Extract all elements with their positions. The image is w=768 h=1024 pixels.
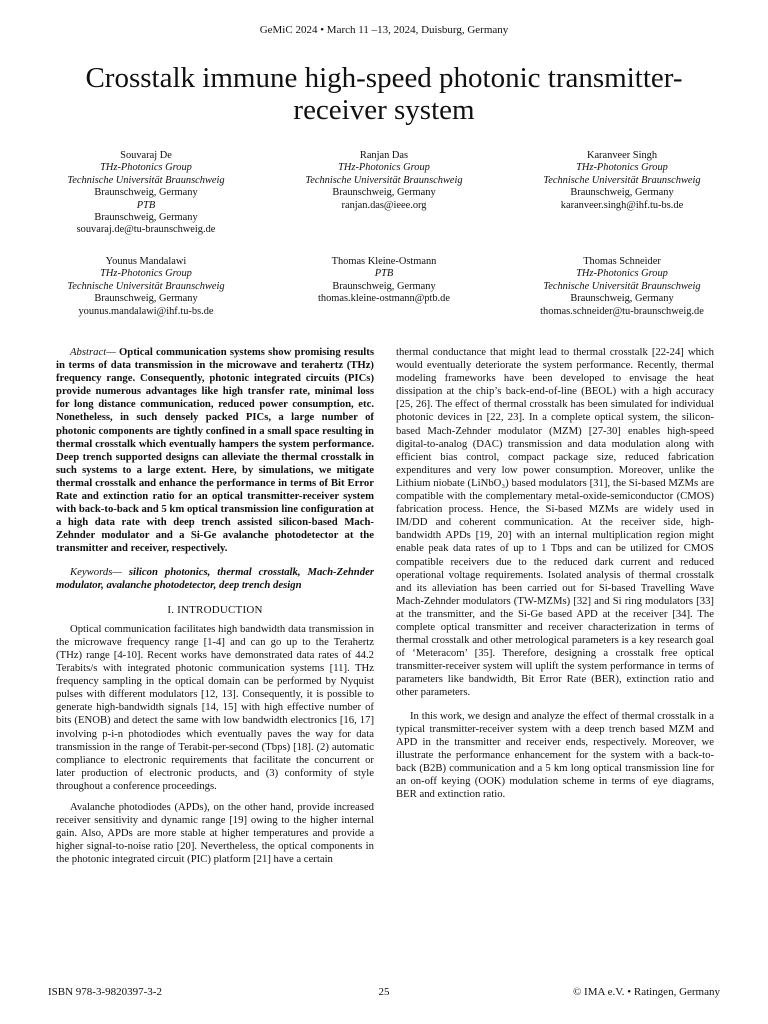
author-email: souvaraj.de@tu-braunschweig.de xyxy=(76,224,216,236)
intro-paragraph: Optical communication facilitates high bandwidth data transmission in the microwave frequency range [1-4] and can go up to the Terahertz (THz) range [4-10]. Recent works have demonstrated data rates of 44.2 Terabits/s with integrated photonic communication systems [11]. THz frequency sampling in the optical domain can be performed by Nyquist pulses with different modulators [12, 13]. Consequently, it is possible to generate high-bandwidth signals [14, 15] with high effective number of bits (ENOB) and detect the same with low bandwidth electronics [16, 17] involving p-i-n photodiodes which eventually paves the way for data transmission in the range of Terabit-per-second (Tbps) [18]. (2) automatic compliance to electronic requirements that facilitate the concurrent or later production of electronic products, and (3) conformity of style throughout a conference proceedings. xyxy=(56,622,374,792)
author-line: Braunschweig, Germany xyxy=(94,293,198,305)
author-name: Younus Mandalawi xyxy=(105,256,187,267)
section-heading-introduction: I. INTRODUCTION xyxy=(167,603,263,616)
author-email: ranjan.das@ieee.org xyxy=(341,199,427,211)
author-line: PTB xyxy=(136,199,156,211)
abstract-label: Abstract— xyxy=(70,346,116,358)
author-email: karanveer.singh@ihf.tu-bs.de xyxy=(560,199,684,211)
keywords xyxy=(56,566,374,592)
author-name: Ranjan Das xyxy=(359,150,409,161)
footer-isbn: ISBN 978-3-9820397-3-2 xyxy=(48,986,162,998)
author-name: Karanveer Singh xyxy=(586,150,658,161)
body-paragraph: thermal conductance that might lead to thermal crosstalk [22-24] which would eventually deteriorate the system performance. Recently, thermal modeling frameworks have been developed to envisage the heat dissipation at the chip’s back-end-of-line (BEOL) with a high accuracy [25, 26]. The effect of thermal crosstalk has been simulated for individual photonic devices in [22, 23]. In a complete optical system, the silicon-based Mach-Zehnder modulator (MZM) [27-30] enables high-speed digital-to-analog (DAC) transmission and data modulation along with efficient bias control, compact package size, reduced fabrication expenditures and very low power consumption. Moreover, unlike the Lithium niobate (LiNbO₃) based modulators [31], the Si-based MZMs are compatible with the complementary metal-oxide-semiconductor (CMOS) fabrication process. Hence, the Si-based MZMs are widely used in IM/DD and coherent communication. At the receiver side, high-bandwidth APDs [19, 20] with an internal multiplication region might enable peak data rates of up to 1 Tbps and can be utilized for CMOS compatible receivers due to the reduced dark current and reduced operational voltage requirements. Isolated analysis of thermal crosstalk and its alleviation has been carried out for Si-based Travelling Wave Mach-Zehnder modulators (TW-MZMs) [32] and Si ring modulators [33] at the transmitter, and the Si-Ge based APD at the receiver [34]. The complete optical transmitter and receiver characterization in terms of thermal crosstalk and other metrological parameters is a key research goal of ‘Meteracom’ [35]. Therefore, designing a crosstalk free optical transmitter-receiver system will uplift the system performance in terms of parameters like bandwidth, Bit Error Rate (BER), extinction ratio and other parameters. xyxy=(396,346,714,699)
author-line: PTB xyxy=(374,268,394,280)
author-line: Braunschweig, Germany xyxy=(332,280,436,292)
author-name: Thomas Kleine-Ostmann xyxy=(331,256,437,267)
author-card xyxy=(502,256,742,318)
author-name: Souvaraj De xyxy=(120,150,172,161)
keywords-label: Keywords— xyxy=(70,565,122,578)
author-line: Braunschweig, Germany xyxy=(94,187,198,199)
abstract-text: Optical communication systems show promising results in terms of data transmission in the microwave and terahertz (THz) frequency range. Consequently, photonic integrated circuits (PICs) provide numerous advantages like high transfer rate, minimal loss for long distance communication, reduced power consumption, etc. Nonetheless, in such densely packed PICs, a large number of photonic components are tightly confined in a small space resulting in thermal crosstalk which eventually hampers the system performance. Deep trench supported designs can alleviate the thermal crosstalk in such systems to a large extent. Here, by simulations, we mitigate thermal crosstalk and enhance the performance in terms of Bit Error Rate and extinction ratio for an optical transmitter-receiver system with back-to-back and 5 km optical transmission line configuration at a high data rate with deep trench assisted silicon-based Mach-Zehnder modulator and a Si-Ge avalanche photodetector at the transmitter and receiver, respectively. xyxy=(56,346,374,555)
author-email: younus.mandalawi@ihf.tu-bs.de xyxy=(78,305,214,317)
author-name: Thomas Schneider xyxy=(583,256,661,267)
author-line: THz-Photonics Group xyxy=(338,162,430,174)
author-card xyxy=(502,150,742,212)
author-line: Technische Universität Braunschweig xyxy=(543,174,701,186)
keywords-text: silicon photonics, thermal crosstalk, Mach-Zehnder modulator, avalanche photodetector, deep trench design xyxy=(56,565,375,591)
page-number: 25 xyxy=(378,986,390,998)
footer-copyright: © IMA e.V. • Ratingen, Germany xyxy=(572,986,720,998)
author-line: Braunschweig, Germany xyxy=(570,293,674,305)
paper-title: Crosstalk immune high-speed photonic transmitter-receiver system xyxy=(85,62,683,126)
author-line: Technische Universität Braunschweig xyxy=(543,280,701,292)
author-card xyxy=(26,256,266,318)
left-column xyxy=(56,346,374,866)
conference-header: GeMiC 2024 • March 11 –13, 2024, Duisburg, Germany xyxy=(259,24,509,36)
body-paragraph: In this work, we design and analyze the effect of thermal crosstalk in a typical transmitter-receiver system with a deep trench based MZM and APD in the transmitter and receiver ends, respectively. Moreover, we illustrate the performance enhancement for the system with a back-to-back (B2B) communication and a 5 km long optical transmission line for an on-off keying (OOK) modulation scheme in terms of eye diagrams, BER and extinction ratio. xyxy=(396,709,714,801)
author-card xyxy=(26,150,266,237)
right-column xyxy=(396,346,714,801)
author-line: Braunschweig, Germany xyxy=(94,212,198,224)
author-line: Braunschweig, Germany xyxy=(332,187,436,199)
author-card xyxy=(264,256,504,306)
author-card xyxy=(264,150,504,212)
intro-paragraph: Avalanche photodiodes (APDs), on the other hand, provide increased receiver sensitivity and dynamic range [19] owing to the higher internal gain. Also, APDs are more stable at higher temperatures and provide a higher signal-to-noise ratio [20]. Nevertheless, the optical components in the photonic integrated circuit (PIC) platform [21] have a certain xyxy=(56,801,374,866)
abstract xyxy=(56,346,374,556)
author-line: THz-Photonics Group xyxy=(576,268,668,280)
author-email: thomas.kleine-ostmann@ptb.de xyxy=(318,293,450,305)
author-line: THz-Photonics Group xyxy=(576,162,668,174)
author-line: Technische Universität Braunschweig xyxy=(305,174,463,186)
author-email: thomas.schneider@tu-braunschweig.de xyxy=(540,305,704,317)
author-line: Technische Universität Braunschweig xyxy=(67,280,225,292)
author-line: THz-Photonics Group xyxy=(100,162,192,174)
author-line: Technische Universität Braunschweig xyxy=(67,174,225,186)
author-line: Braunschweig, Germany xyxy=(570,187,674,199)
author-line: THz-Photonics Group xyxy=(100,268,192,280)
